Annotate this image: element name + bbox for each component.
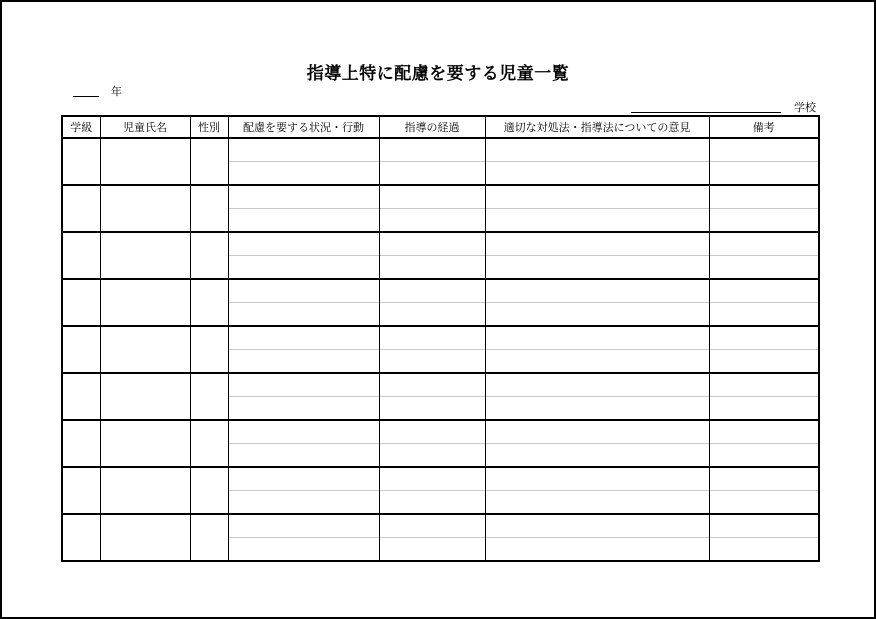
progress-cell[interactable] <box>379 303 485 327</box>
gender-cell[interactable] <box>190 420 228 467</box>
opinion-cell[interactable] <box>485 491 709 515</box>
header-remarks: 備考 <box>709 116 819 138</box>
opinion-cell[interactable] <box>485 326 709 350</box>
student-name-cell[interactable] <box>100 467 190 514</box>
progress-cell[interactable] <box>379 444 485 468</box>
remarks-cell[interactable] <box>709 420 819 444</box>
progress-cell[interactable] <box>379 491 485 515</box>
remarks-cell[interactable] <box>709 232 819 256</box>
remarks-cell[interactable] <box>709 514 819 538</box>
student-name-cell[interactable] <box>100 514 190 561</box>
situation-cell[interactable] <box>228 326 379 350</box>
remarks-cell[interactable] <box>709 209 819 233</box>
opinion-cell[interactable] <box>485 303 709 327</box>
progress-cell[interactable] <box>379 185 485 209</box>
gender-cell[interactable] <box>190 185 228 232</box>
student-name-cell[interactable] <box>100 279 190 326</box>
progress-cell[interactable] <box>379 138 485 162</box>
table-row <box>62 373 819 397</box>
situation-cell[interactable] <box>228 373 379 397</box>
student-list-table <box>61 115 820 562</box>
gender-cell[interactable] <box>190 373 228 420</box>
situation-cell[interactable] <box>228 162 379 186</box>
opinion-cell[interactable] <box>485 538 709 562</box>
student-name-cell[interactable] <box>100 373 190 420</box>
document-title: 指導上特に配慮を要する児童一覧 <box>306 64 570 84</box>
progress-cell[interactable] <box>379 162 485 186</box>
class-cell[interactable] <box>62 138 100 185</box>
remarks-cell[interactable] <box>709 162 819 186</box>
table-row <box>62 279 819 303</box>
situation-cell[interactable] <box>228 256 379 280</box>
opinion-cell[interactable] <box>485 162 709 186</box>
table-header-row <box>62 116 819 138</box>
remarks-cell[interactable] <box>709 326 819 350</box>
class-cell[interactable] <box>62 185 100 232</box>
class-cell[interactable] <box>62 514 100 561</box>
student-name-cell[interactable] <box>100 232 190 279</box>
school-blank-line <box>631 112 781 113</box>
remarks-cell[interactable] <box>709 397 819 421</box>
situation-cell[interactable] <box>228 279 379 303</box>
header-gender: 性別 <box>190 116 228 138</box>
header-student-name: 児童氏名 <box>100 116 190 138</box>
table-row <box>62 514 819 538</box>
opinion-cell[interactable] <box>485 514 709 538</box>
class-cell[interactable] <box>62 232 100 279</box>
opinion-cell[interactable] <box>485 373 709 397</box>
table-row <box>62 185 819 209</box>
situation-cell[interactable] <box>228 514 379 538</box>
remarks-cell[interactable] <box>709 303 819 327</box>
gender-cell[interactable] <box>190 467 228 514</box>
table-body <box>62 138 819 561</box>
table-row <box>62 467 819 491</box>
gender-cell[interactable] <box>190 138 228 185</box>
remarks-cell[interactable] <box>709 185 819 209</box>
progress-cell[interactable] <box>379 326 485 350</box>
student-name-cell[interactable] <box>100 420 190 467</box>
remarks-cell[interactable] <box>709 373 819 397</box>
class-cell[interactable] <box>62 467 100 514</box>
opinion-cell[interactable] <box>485 467 709 491</box>
class-cell[interactable] <box>62 326 100 373</box>
progress-cell[interactable] <box>379 538 485 562</box>
situation-cell[interactable] <box>228 138 379 162</box>
situation-cell[interactable] <box>228 467 379 491</box>
gender-cell[interactable] <box>190 514 228 561</box>
opinion-cell[interactable] <box>485 420 709 444</box>
year-blank-line <box>73 96 99 97</box>
situation-cell[interactable] <box>228 350 379 374</box>
header-situation: 配慮を要する状況・行動 <box>228 116 379 138</box>
progress-cell[interactable] <box>379 467 485 491</box>
remarks-cell[interactable] <box>709 467 819 491</box>
progress-cell[interactable] <box>379 373 485 397</box>
header-class: 学級 <box>62 116 100 138</box>
year-label: 年 <box>111 85 122 98</box>
progress-cell[interactable] <box>379 350 485 374</box>
situation-cell[interactable] <box>228 397 379 421</box>
situation-cell[interactable] <box>228 420 379 444</box>
table-row <box>62 326 819 350</box>
situation-cell[interactable] <box>228 209 379 233</box>
gender-cell[interactable] <box>190 232 228 279</box>
opinion-cell[interactable] <box>485 444 709 468</box>
situation-cell[interactable] <box>228 491 379 515</box>
student-name-cell[interactable] <box>100 185 190 232</box>
opinion-cell[interactable] <box>485 397 709 421</box>
opinion-cell[interactable] <box>485 232 709 256</box>
remarks-cell[interactable] <box>709 279 819 303</box>
table-row <box>62 138 819 162</box>
situation-cell[interactable] <box>228 185 379 209</box>
table-row <box>62 232 819 256</box>
opinion-cell[interactable] <box>485 209 709 233</box>
progress-cell[interactable] <box>379 209 485 233</box>
opinion-cell[interactable] <box>485 138 709 162</box>
student-name-cell[interactable] <box>100 326 190 373</box>
progress-cell[interactable] <box>379 232 485 256</box>
opinion-cell[interactable] <box>485 279 709 303</box>
opinion-cell[interactable] <box>485 185 709 209</box>
header-opinion: 適切な対処法・指導法についての意見 <box>485 116 709 138</box>
remarks-cell[interactable] <box>709 491 819 515</box>
situation-cell[interactable] <box>228 303 379 327</box>
opinion-cell[interactable] <box>485 350 709 374</box>
class-cell[interactable] <box>62 279 100 326</box>
class-cell[interactable] <box>62 373 100 420</box>
situation-cell[interactable] <box>228 444 379 468</box>
situation-cell[interactable] <box>228 232 379 256</box>
remarks-cell[interactable] <box>709 444 819 468</box>
progress-cell[interactable] <box>379 420 485 444</box>
situation-cell[interactable] <box>228 538 379 562</box>
remarks-cell[interactable] <box>709 256 819 280</box>
student-name-cell[interactable] <box>100 138 190 185</box>
gender-cell[interactable] <box>190 326 228 373</box>
remarks-cell[interactable] <box>709 538 819 562</box>
class-cell[interactable] <box>62 420 100 467</box>
progress-cell[interactable] <box>379 279 485 303</box>
progress-cell[interactable] <box>379 256 485 280</box>
school-label: 学校 <box>794 101 816 114</box>
header-progress: 指導の経過 <box>379 116 485 138</box>
progress-cell[interactable] <box>379 514 485 538</box>
table-row <box>62 420 819 444</box>
remarks-cell[interactable] <box>709 138 819 162</box>
opinion-cell[interactable] <box>485 256 709 280</box>
progress-cell[interactable] <box>379 397 485 421</box>
remarks-cell[interactable] <box>709 350 819 374</box>
gender-cell[interactable] <box>190 279 228 326</box>
